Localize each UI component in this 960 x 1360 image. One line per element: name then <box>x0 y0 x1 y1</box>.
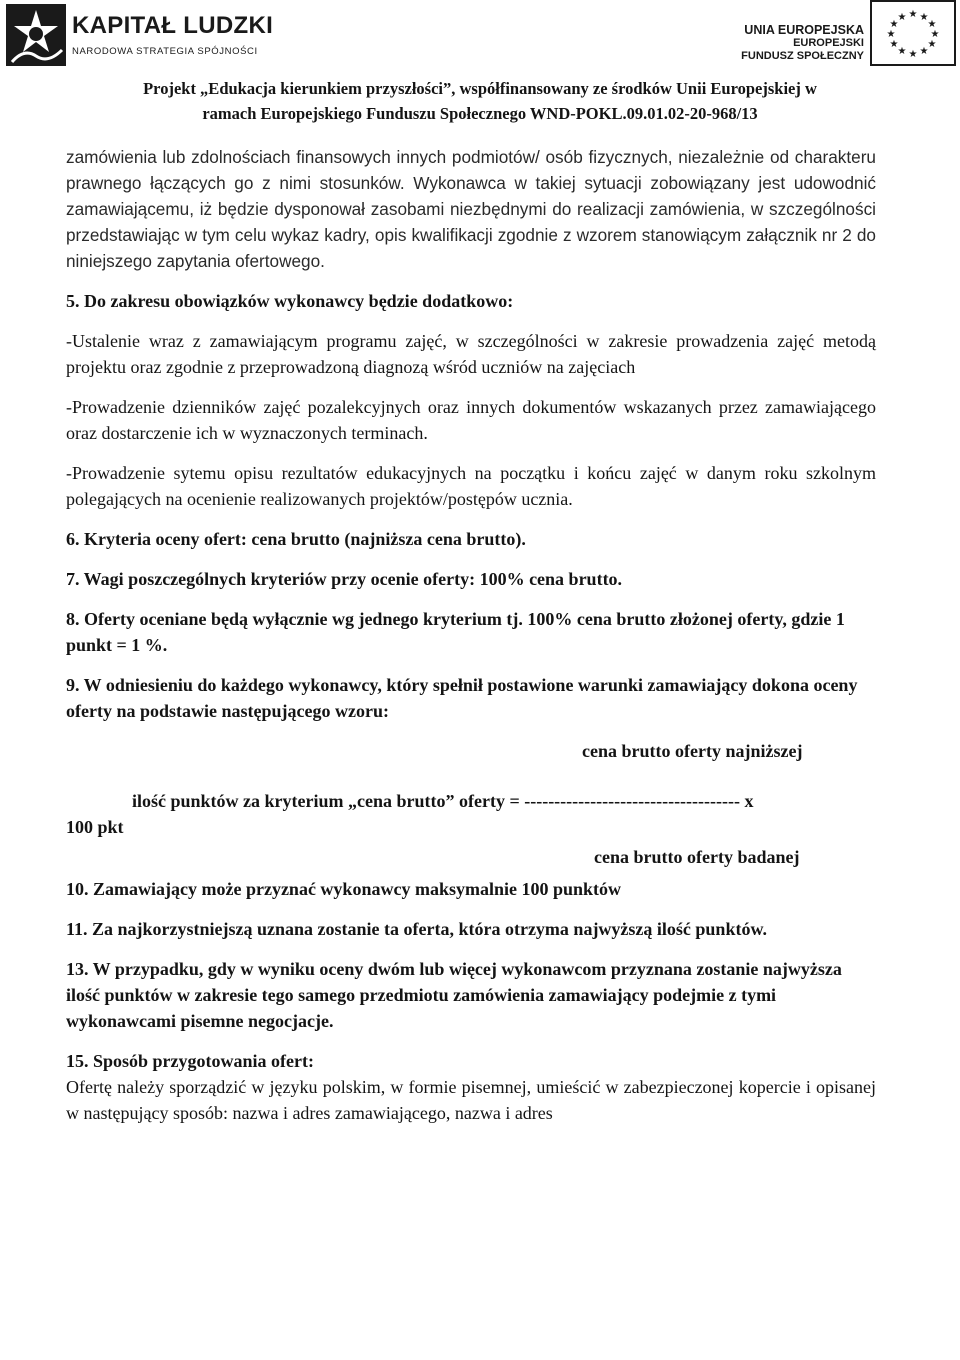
section-6: 6. Kryteria oceny ofert: cena brutto (najniższa cena brutto). <box>66 529 526 549</box>
formula-main-line: ilość punktów za kryterium „cena brutto” oferty = ------------------------------------ x <box>132 791 754 811</box>
scoring-formula <box>66 738 876 867</box>
formula-denominator: cena brutto oferty badanej <box>594 847 800 867</box>
kapital-ludzki-logo <box>6 4 274 66</box>
section-7: 7. Wagi poszczególnych kryteriów przy ocenie oferty: 100% cena brutto. <box>66 569 623 589</box>
kapital-ludzki-star-figure-icon <box>6 4 66 66</box>
section-5-item-2: -Prowadzenie dzienników zajęć pozalekcyjnych oraz innych dokumentów wskazanych przez zamawiającego oraz dostarczenie ich w wyznaczonych terminach. <box>66 397 876 443</box>
project-banner <box>40 76 920 126</box>
kapital-ludzki-subtitle: NARODOWA STRATEGIA SPÓJNOŚCI <box>72 46 258 57</box>
formula-points: 100 pkt <box>66 817 124 837</box>
section-5-item-1: -Ustalenie wraz z zamawiającym programu zajęć, w szczególności w zakresie prowadzenia zajęć metodą projektu oraz zgodnie z przeprowadzoną diagnozą wśród uczniów na zajęciach <box>66 331 876 377</box>
formula-numerator: cena brutto oferty najniższej <box>582 741 803 761</box>
section-15-heading: 15. Sposób przygotowania ofert: <box>66 1051 314 1071</box>
project-line-2: ramach Europejskiego Funduszu Społecznego WND-POKL.09.01.02-20-968/13 <box>202 104 758 123</box>
section-10: 10. Zamawiający może przyznać wykonawcy maksymalnie 100 punktów <box>66 879 621 899</box>
svg-text:★: ★ <box>908 9 918 20</box>
section-13: 13. W przypadku, gdy w wyniku oceny dwóm lub więcej wykonawcom przyznana zostanie najwyższa ilość punktów w zakresie tego samego przedmiotu zamówienia zamawiający podejmie z tymi wykonawcami pisemne negocjacje. <box>66 959 842 1031</box>
section-15-text: Ofertę należy sporządzić w języku polskim, w formie pisemnej, umieścić w zabezpieczonej kopercie i opisanej w następujący sposób: nazwa i adres zamawiającego, nazwa i adres <box>66 1077 876 1123</box>
project-line-1: Projekt „Edukacja kierunkiem przyszłości”, współfinansowany ze środków Unii Europejskiej w <box>143 79 817 98</box>
svg-text:★: ★ <box>919 46 929 57</box>
eu-logo-line3: FUNDUSZ SPOŁECZNY <box>741 50 864 62</box>
section-8: 8. Oferty oceniane będą wyłącznie wg jednego kryterium tj. 100% cena brutto złożonej oferty, gdzie 1 punkt = 1 %. <box>66 609 845 655</box>
svg-text:★: ★ <box>889 39 899 50</box>
section-9: 9. W odniesieniu do każdego wykonawcy, który spełnił postawione warunki zamawiający dokona oceny oferty na podstawie następującego wzoru: <box>66 675 858 721</box>
eu-flag-icon <box>870 0 956 66</box>
svg-text:★: ★ <box>889 19 899 30</box>
document-body <box>66 144 876 1126</box>
page-header <box>0 0 960 70</box>
svg-text:★: ★ <box>897 12 907 23</box>
kapital-ludzki-title: KAPITAŁ LUDZKI <box>72 12 274 39</box>
section-5-item-3: -Prowadzenie sytemu opisu rezultatów edukacyjnych na początku i końcu zajęć w danym roku szkolnym polegających na ocenienie realizowanych projektów/postępów ucznia. <box>66 463 876 509</box>
svg-text:★: ★ <box>886 29 896 40</box>
eu-logo-line1: UNIA EUROPEJSKA <box>744 23 864 37</box>
section-5-heading: 5. Do zakresu obowiązków wykonawcy będzie dodatkowo: <box>66 291 514 311</box>
svg-text:★: ★ <box>908 49 918 60</box>
svg-text:★: ★ <box>927 19 937 30</box>
eu-logo-line2: EUROPEJSKI <box>793 37 864 49</box>
svg-text:★: ★ <box>930 29 940 40</box>
section-11: 11. Za najkorzystniejszą uznana zostanie ta oferta, która otrzyma najwyższą ilość punktów. <box>66 919 767 939</box>
svg-text:★: ★ <box>897 46 907 57</box>
svg-text:★: ★ <box>927 39 937 50</box>
svg-text:★: ★ <box>919 12 929 23</box>
eu-logo-text <box>741 24 864 63</box>
eu-logo <box>730 0 956 68</box>
intro-paragraph: zamówienia lub zdolnościach finansowych innych podmiotów/ osób fizycznych, niezależnie od charakteru prawnego łączących go z nimi stosunków. Wykonawca w takiej sytuacji zobowiązany jest udowodnić zamawiającemu, iż będzie dysponował zasobami niezbędnymi do realizacji zamówienia, w szczególności przedstawiając w tym celu wykaz kadry, opis kwalifikacji zgodnie z wzorem stanowiącym załącznik nr 2 do niniejszego zapytania ofertowego. <box>66 147 876 271</box>
